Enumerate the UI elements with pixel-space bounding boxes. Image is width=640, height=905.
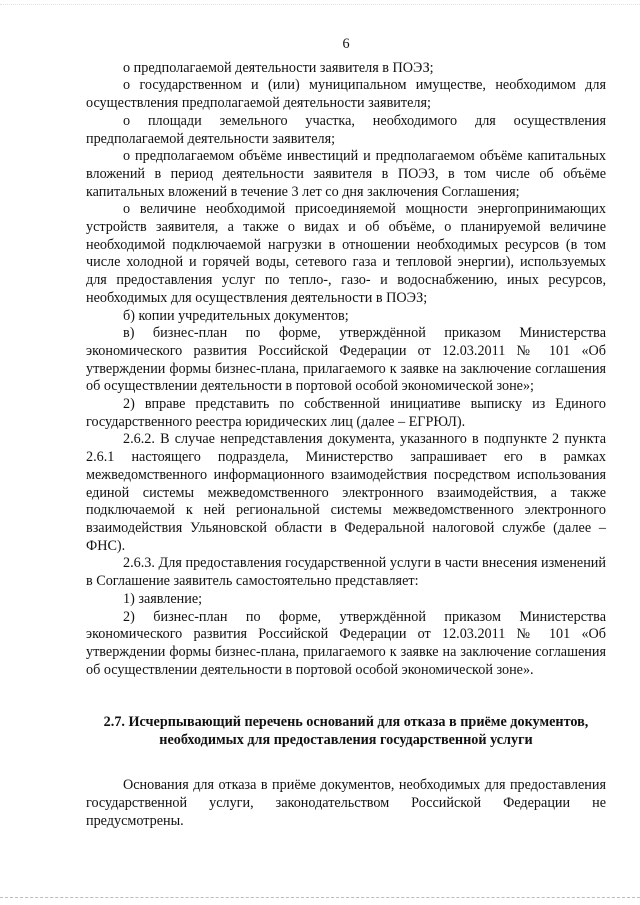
paragraph-founding-docs: б) копии учредительных документов;: [123, 307, 349, 324]
paragraph-2-6-2: 2.6.2. В случае непредставления документа, указанного в подпункте 2 пункта 2.6.1 настоящего подраздела, Министерство запрашивает его в рамках межведомственного информационного взаимодействия посредством использования единой системы межведомственного электронного взаимодействия, а также подключаемой к ней региональной системы межведомственного электронного взаимодействия Ульяновской области в Федеральной налоговой службе (далее – ФНС).: [86, 431, 606, 554]
document-page: [86, 36, 606, 830]
paragraph-2-6-3: 2.6.3. Для предоставления государственной услуги в части внесения изменений в Соглашение заявитель самостоятельно представляет:: [86, 555, 606, 590]
paragraph-power-capacity: о величине необходимой присоединяемой мощности энергопринимающих устройств заявителя, а также о видах и об объёме, о планируемой величине необходимой подключаемой нагрузки в отношении необходимых ресурсов (в том числе холодной и горячей воды, сетевого газа и тепловой энергии), используемых для предоставления услуг по тепло-, газо- и водоснабжению, иных ресурсов, необходимых для осуществления деятельности в ПОЭЗ;: [86, 201, 606, 306]
scan-edge-top: [0, 4, 640, 6]
page-number: 6: [342, 36, 350, 52]
paragraph-refusal-grounds: Основания для отказа в приёме документов, необходимых для предоставления государственной услуги, законодательством Российской Федерации не предусмотрены.: [86, 777, 606, 829]
scan-edge-bottom: [0, 897, 640, 899]
paragraph-egrul-extract: 2) вправе представить по собственной инициативе выписку из Единого государственного реестра юридических лиц (далее – ЕГРЮЛ).: [86, 396, 606, 430]
section-heading-2-7: 2.7. Исчерпывающий перечень оснований для отказа в приёме документов, необходимых для предоставления государственной услуги: [103, 714, 589, 749]
paragraph-application: 1) заявление;: [123, 590, 203, 607]
paragraph-business-plan: в) бизнес-план по форме, утверждённой приказом Министерства экономического развития Российской Федерации от 12.03.2011 № 101 «Об утверждении формы бизнес-плана, прилагаемого к заявке на заключение соглашения об осуществлении деятельности в портовой особой экономической зоне»;: [86, 325, 606, 395]
paragraph-land-area: о площади земельного участка, необходимого для осуществления предполагаемой деятельности заявителя;: [86, 112, 606, 147]
paragraph-property: о государственном и (или) муниципальном имуществе, необходимом для осуществления предполагаемой деятельности заявителя;: [86, 77, 606, 112]
paragraph-business-plan-2: 2) бизнес-план по форме, утверждённой приказом Министерства экономического развития Российской Федерации от 12.03.2011 № 101 «Об утверждении формы бизнес-плана, прилагаемого к заявке на заключение соглашения об осуществлении деятельности в портовой особой экономической зоне».: [86, 608, 606, 678]
paragraph-activity: о предполагаемой деятельности заявителя в ПОЭЗ;: [123, 59, 434, 76]
paragraph-investments: о предполагаемом объёме инвестиций и предполагаемом объёме капитальных вложений в период деятельности заявителя в ПОЭЗ, в том числе об объёме капитальных вложений в течение 3 лет со дня заключения Соглашения;: [86, 148, 606, 200]
